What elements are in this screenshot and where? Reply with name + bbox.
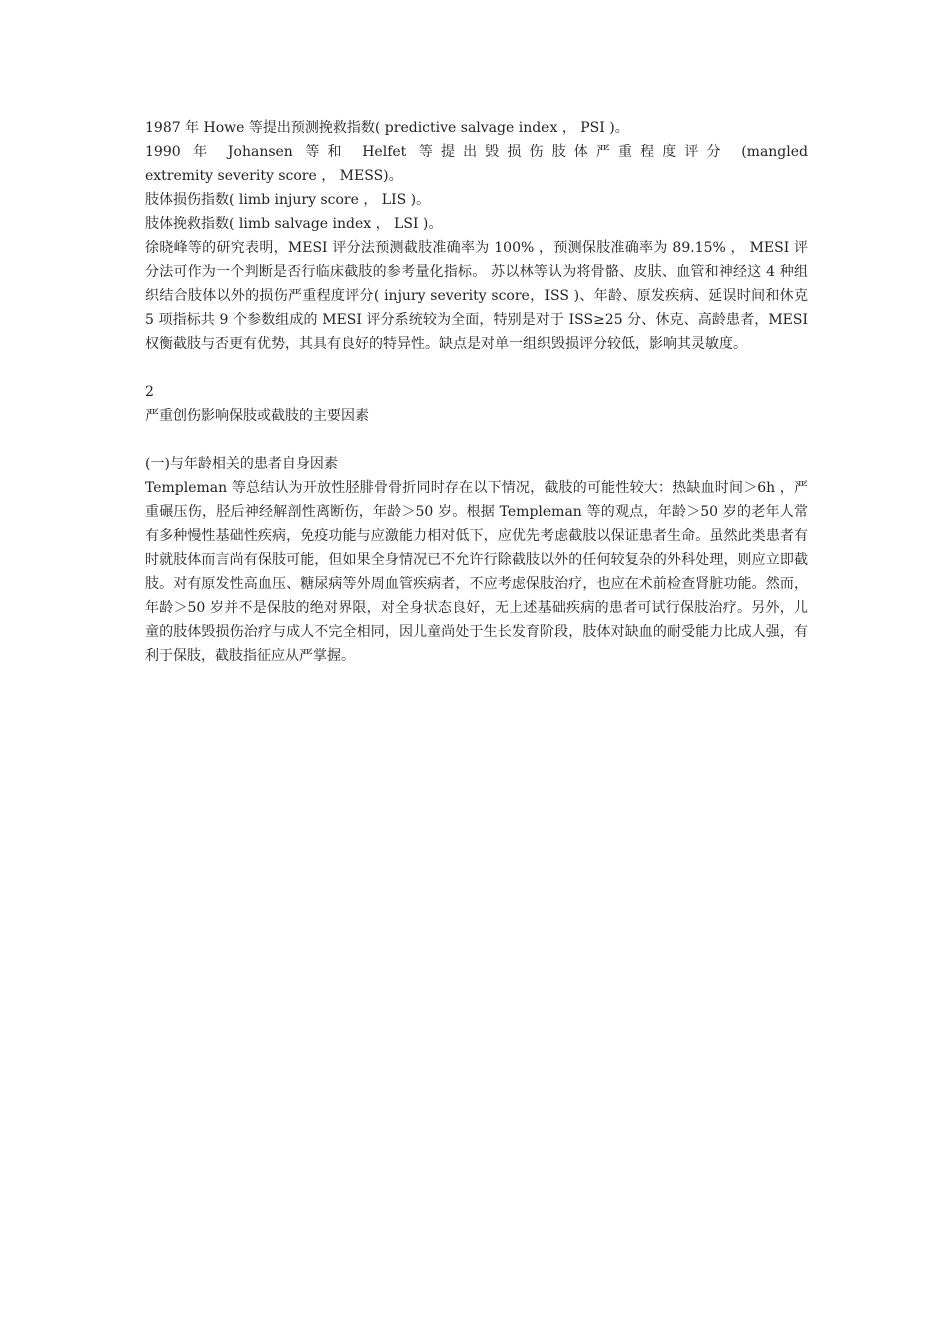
spacer [145, 356, 808, 380]
lis-line: 肢体损伤指数( limb injury score ， LIS )。 [145, 192, 431, 208]
document-page [145, 116, 808, 668]
spacer [145, 428, 808, 452]
mess-line-1: 1990 年 Johansen 等和 Helfet 等提出毁损伤肢体严重程度评分 (mangled [145, 144, 808, 160]
psi-line: 1987 年 Howe 等提出预测挽救指数( predictive salvage index ， PSI )。 [145, 120, 629, 136]
section-number: 2 [145, 384, 154, 400]
section-title: 严重创伤影响保肢或截肢的主要因素 [145, 408, 369, 424]
mesi-paragraph: 徐晓峰等的研究表明，MESI 评分法预测截肢准确率为 100% ，预测保肢准确率为 89.15% ， MESI 评分法可作为一个判断是否行临床截肢的参考量化指标。 苏以林等认为将骨骼、皮肤、血管和神经这 4 种组织结合肢体以外的损伤严重程度评分( injury severity score，ISS )、年龄、原发疾病、延误时间和休克 5 项指标共 9 个参数组成的 MESI 评分系统较为全面，特别是对于 ISS≥25 分、休克、高龄患者，MESI 权衡截肢与否更有优势，其具有良好的特异性。缺点是对单一组织毁损评分较低，影响其灵敏度。 [145, 240, 808, 352]
subsection-title: (一)与年龄相关的患者自身因素 [145, 456, 338, 472]
mess-line-2: extremity severity score ， MESS)。 [145, 168, 403, 184]
age-factors-paragraph: Templeman 等总结认为开放性胫腓骨骨折同时存在以下情况，截肢的可能性较大：热缺血时间＞6h ，严重碾压伤，胫后神经解剖性离断伤，年龄＞50 岁。根据 Templeman 等的观点，年龄＞50 岁的老年人常有多种慢性基础性疾病，免疫功能与应激能力相对低下，应优先考虑截肢以保证患者生命。虽然此类患者有时就肢体而言尚有保肢可能，但如果全身情况已不允许行除截肢以外的任何较复杂的外科处理，则应立即截肢。对有原发性高血压、糖尿病等外周血管疾病者，不应考虑保肢治疗，也应在术前检查肾脏功能。然而，年龄＞50 岁并不是保肢的绝对界限，对全身状态良好，无上述基础疾病的患者可试行保肢治疗。另外，儿童的肢体毁损伤治疗与成人不完全相同，因儿童尚处于生长发育阶段，肢体对缺血的耐受能力比成人强，有利于保肢，截肢指征应从严掌握。 [145, 480, 808, 664]
lsi-line: 肢体挽救指数( limb salvage index ， LSI )。 [145, 216, 443, 232]
